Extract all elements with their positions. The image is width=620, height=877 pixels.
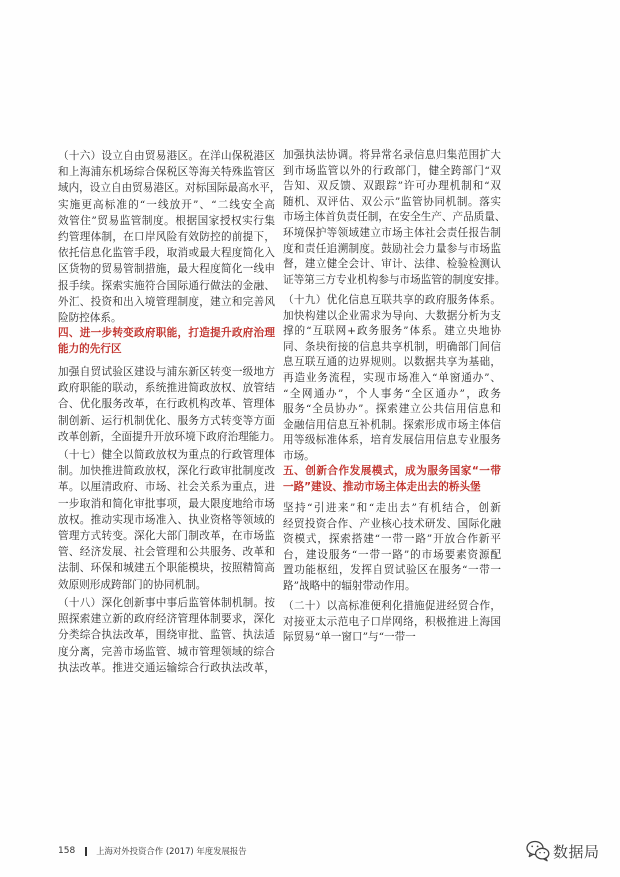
paragraph-line: 服务“全员协办”。探索建立公共信用信息和 <box>283 403 501 416</box>
paragraph-line: “全网通办”，个人事务“全区通办”，政务 <box>283 387 501 400</box>
section-heading-4 <box>58 325 275 357</box>
paragraph-line: 资模式，探索搭建“一带一路”开放合作新平 <box>283 533 501 546</box>
paragraph-line: 再造业务流程，实现市场准入“单窗通办”、 <box>283 371 501 384</box>
paragraph-line: 告知、双反馈、双跟踪”许可办理机制和“双 <box>283 180 501 193</box>
paragraph-line: 管、经济发展、社会管理和公共服务、改革和 <box>58 546 275 559</box>
paragraph-line: （十七）健全以简政放权为重点的行政管理体 <box>58 449 275 461</box>
watermark-text: 数据局 <box>553 842 600 861</box>
paragraph-line: 效原则形成跨部门的协同机制。 <box>58 578 207 591</box>
paragraph-line: 台，建设服务“一带一路”的市场要素资源配 <box>283 548 501 561</box>
section-heading-line: 五、创新合作发展模式，成为服务国家“一带 <box>283 465 501 477</box>
paragraph-line: 度分离，完善市场监管、城市管理领域的综合 <box>58 645 275 658</box>
paragraph-line: 用等级标准体系，培育发展信用信息专业服务 <box>283 434 501 447</box>
paragraph-line: 政府职能的联动，系统推进简政放权、放管结 <box>58 382 275 395</box>
paragraph-line: 坚持“引进来”和“走出去”有机结合，创新 <box>283 502 501 514</box>
report-title: 上海对外投资合作 (2017) 年度发展报告 <box>96 846 247 856</box>
section-5-intro <box>283 501 501 595</box>
paragraph-line: 分类综合执法改革，围绕审批、监管、执法适 <box>58 629 275 642</box>
paragraph-line: 经贸投资合作、产业核心技术研发、国际化融 <box>283 517 501 530</box>
paragraph-line: 制。加快推进简政放权，深化行政审批制度改 <box>58 465 275 478</box>
paragraph-line: 实施更高标准的“一线放开”、“二线安全高 <box>58 198 275 211</box>
paragraph-line: 合、优化服务改革，在行政机构改革、管理体 <box>58 398 275 411</box>
paragraph-line: 改革创新，全面提升开放环境下政府治理能力。 <box>58 430 281 443</box>
paragraph-line: 革。以厘清政府、市场、社会关系为重点，进 <box>58 481 275 494</box>
paragraph-line: 对接亚太示范电子口岸网络，积极推进上海国 <box>283 615 501 628</box>
paragraph-line: 市场主体首负责任制，在安全生产、产品质量、 <box>283 211 506 224</box>
section-heading-5 <box>283 464 501 495</box>
paragraph-line: 息互联互通的边界规则。以数据共享为基础， <box>283 356 501 369</box>
paragraph-line: 法制、环保和城建五个职能模块，按照精简高 <box>58 562 275 575</box>
paragraph-line: 际贸易“单一窗口”与“一带一 <box>283 631 416 644</box>
paragraph-line: 随机、双评估、双公示”监管协同机制。落实 <box>283 195 501 208</box>
paragraph-20 <box>283 599 501 646</box>
paragraph-line: 一步取消和简化审批事项，最大限度地给市场 <box>58 497 275 510</box>
paragraph-19 <box>283 293 501 465</box>
paragraph-line: 市场。 <box>283 449 315 462</box>
watermark <box>526 839 600 863</box>
paragraph-line: 照探索建立新的政府经济管理体制要求，深化 <box>58 613 275 626</box>
page-footer <box>58 844 247 858</box>
paragraph-line: 证等第三方专业机构参与市场监管的制度安排。 <box>283 273 506 286</box>
footer-separator <box>85 847 87 856</box>
paragraph-line: 加强执法协调。将异常名录信息归集范围扩大 <box>283 149 501 161</box>
paragraph-line: 制创新、运行机制优化、服务方式转变等方面 <box>58 414 275 427</box>
wechat-icon <box>526 840 550 862</box>
paragraph-line: （十六）设立自由贸易港区。在洋山保税港区 <box>58 150 275 162</box>
paragraph-16-free-trade-port <box>58 148 281 326</box>
paragraph-line: 撑的“互联网+政务服务”体系。建立央地协 <box>283 325 501 338</box>
paragraph-line: 险防控体系。 <box>58 311 122 324</box>
paragraph-line: 督，建立健全会计、审计、法律、检验检测认 <box>283 258 501 271</box>
paragraph-line: 环境保护等领域建立市场主体社会责任报告制 <box>283 226 501 239</box>
paragraph-line: 加快构建以企业需求为导向、大数据分析为支 <box>283 309 501 322</box>
paragraph-line: 域内，设立自由贸易港区。对标国际最高水平， <box>58 182 281 195</box>
paragraph-line: 到市场监管以外的行政部门，健全跨部门“双 <box>283 164 501 177</box>
paragraph-18-continued <box>283 148 506 288</box>
paragraph-line: 依托信息化监管手段，取消或最大程度简化入 <box>58 247 275 260</box>
paragraph-line: 同、条块衔接的信息共享机制，明确部门间信 <box>283 340 501 353</box>
paragraph-line: 金融信用信息互补机制。探索形成市场主体信 <box>283 418 501 431</box>
paragraph-line: 置功能枢纽，发挥自贸试验区在服务“一带一 <box>283 564 501 577</box>
paragraph-line: 度和责任追溯制度。鼓励社会力量参与市场监 <box>283 242 501 255</box>
paragraph-line: 执法改革。推进交通运输综合行政执法改革， <box>58 661 275 674</box>
section-heading-line: 一路”建设、推动市场主体走出去的桥头堡 <box>283 480 481 493</box>
paragraph-line: 放权。推动实现市场准入、执业资格等领域的 <box>58 513 275 526</box>
paragraph-line: （二十）以高标准便利化措施促进经贸合作， <box>283 600 501 612</box>
paragraph-line: 加强自贸试验区建设与浦东新区转变一级地方 <box>58 366 275 378</box>
paragraph-line: 管理方式转变。深化大部门制改革，在市场监 <box>58 529 275 542</box>
paragraph-line: 区货物的贸易管制措施，最大程度简化一线申 <box>58 263 275 276</box>
paragraph-line: （十九）优化信息互联共享的政府服务体系。 <box>283 294 501 306</box>
paragraph-line: 效管住”贸易监管制度。根据国家授权实行集 <box>58 214 275 227</box>
paragraph-17 <box>58 447 275 593</box>
section-heading-line: 四、进一步转变政府职能，打造提升政府治理 <box>58 327 275 339</box>
paragraph-line: 约管理体制，在口岸风险有效防控的前提下， <box>58 230 275 243</box>
section-heading-line: 能力的先行区 <box>58 343 122 356</box>
paragraph-line: 报手续。探索实施符合国际通行做法的金融、 <box>58 279 275 292</box>
section-4-intro <box>58 364 281 445</box>
paragraph-line: 外汇、投资和出入境管理制度，建立和完善风 <box>58 295 275 308</box>
paragraph-line: 和上海浦东机场综合保税区等海关特殊监管区 <box>58 166 275 179</box>
page-number: 158 <box>58 846 76 856</box>
paragraph-line: 路”战略中的辐射带动作用。 <box>283 579 416 592</box>
paragraph-line: （十八）深化创新事中事后监管体制机制。按 <box>58 597 275 609</box>
paragraph-18 <box>58 595 275 676</box>
